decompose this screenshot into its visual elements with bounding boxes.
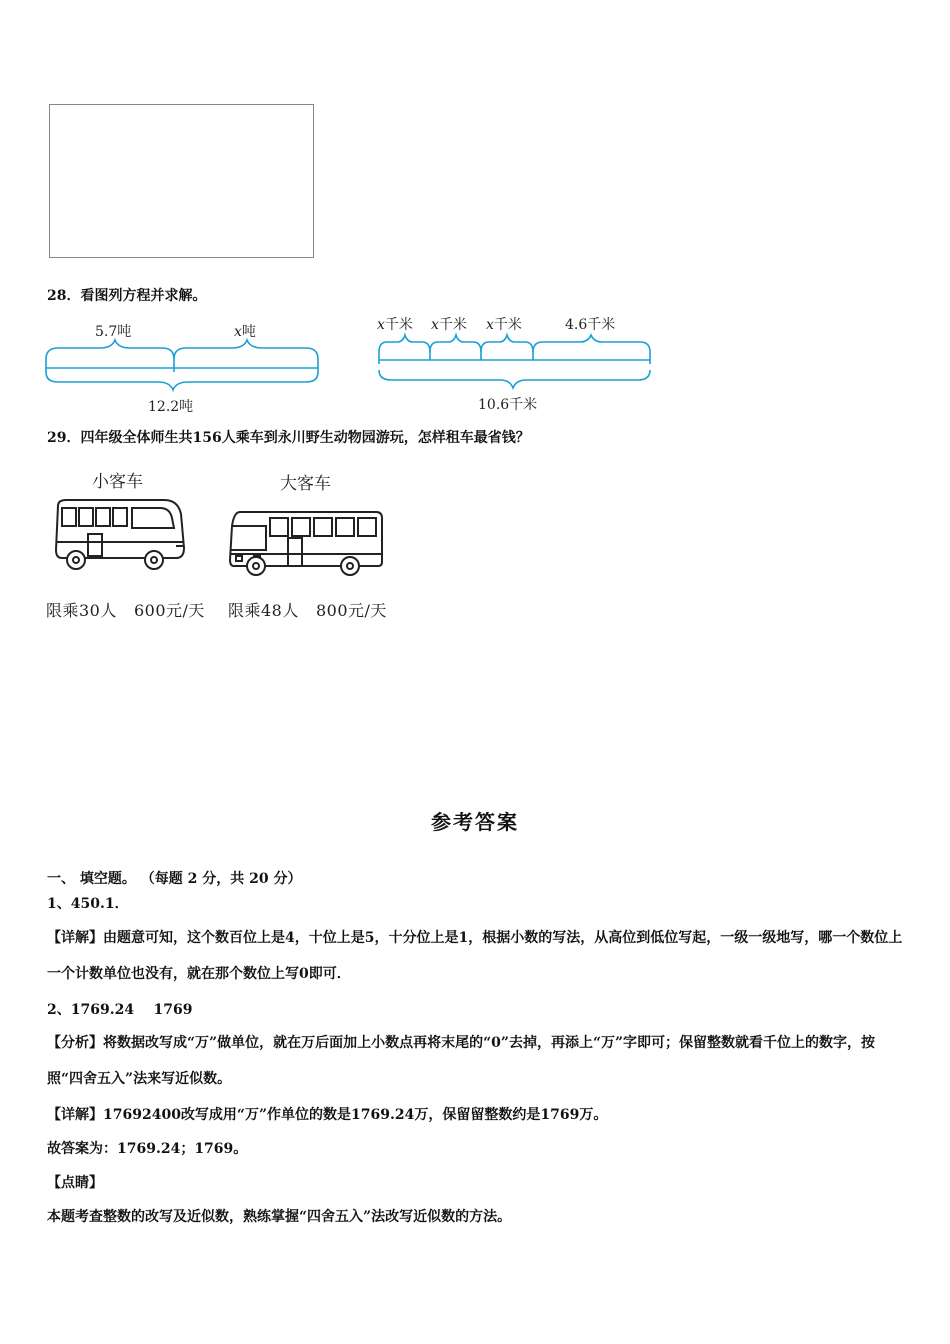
answer-2-point: 本题考查整数的改写及近似数，熟练掌握“四舍五入”法改写近似数的方法。 [47,1209,512,1225]
diagram1-brace-bottom [46,372,318,390]
big-bus-title: 大客车 [280,474,331,494]
diagram1-bottom-label: 12.2吨 [148,399,194,415]
small-bus-title: 小客车 [92,472,143,492]
answer-1-detail: 【详解】由题意可知，这个数百位上是4，十位上是5，十分位上是1，根据小数的写法，从高位到低位写起，一级一级地写，哪一个数位上一个计数单位也没有，就在那个数位上写0即可． [47,930,903,982]
diagram2-bottom-label: 10.6千米 [478,397,538,413]
small-bus-icon [52,496,186,576]
small-bus-limit: 限乘30人 [46,601,117,620]
diagram1-top-left-label: 5.7吨 [95,324,132,340]
answers-title: 参考答案 [431,810,519,834]
small-bus-price: 600元/天 [134,601,205,620]
diagram2-seg2-label: x千米 [431,317,467,333]
answer-section-1: 一、 填空题。 （每题 2 分，共 20 分） [47,871,302,887]
diagram2-seg3-label: x千米 [486,317,522,333]
diagram1-brace-top-left [46,340,174,359]
answer-2-analysis: 【分析】将数据改写成“万”做单位，就在万后面加上小数点再将末尾的“0”去掉，再添上“万”字即可；保留整数就看千位上的数字，按照“四舍五入”法来写近似数。 [47,1035,876,1087]
answer-1: 1、450.1． [47,896,129,912]
diagram2-brace-bottom [379,370,650,388]
answer-2-point-label: 【点睛】 [47,1175,103,1191]
big-bus-price: 800元/天 [316,601,387,620]
diagram2-brace-seg3 [481,335,533,352]
question-28: 28．看图列方程并求解。 [47,288,207,304]
diagram1-brace-top-right [174,340,318,359]
diagram2-brace-seg2 [430,335,481,352]
diagram2-seg1-label: x千米 [377,317,413,333]
question-29: 29．四年级全体师生共156人乘车到永川野生动物园游玩，怎样租车最省钱？ [47,430,530,446]
answer-2-result: 故答案为：1769.24；1769。 [47,1141,248,1157]
big-bus-limit: 限乘48人 [228,601,299,620]
big-bus-icon [226,506,384,578]
answer-2-detail: 【详解】17692400改写成用“万”作单位的数是1769.24万，保留留整数约是1769万。 [47,1107,608,1123]
diagram2-brace-seg4 [533,335,650,352]
diagram2-seg4-label: 4.6千米 [565,317,616,333]
diagram2-brace-seg1 [379,335,430,352]
diagram1-top-right-label: x吨 [234,324,256,340]
diagram1-braces [0,0,950,420]
answer-2: 2、1769.24 1769 [47,1002,193,1018]
